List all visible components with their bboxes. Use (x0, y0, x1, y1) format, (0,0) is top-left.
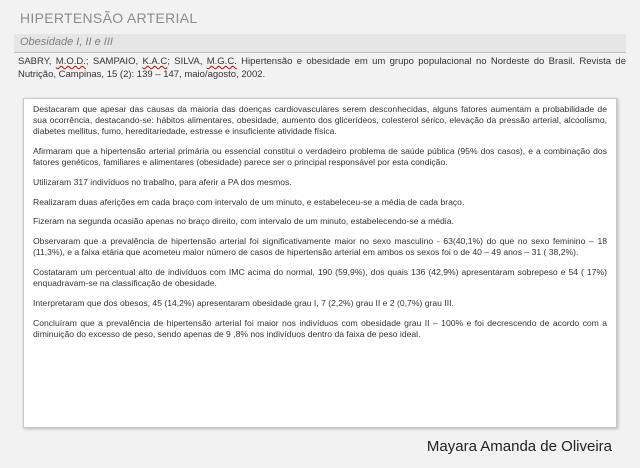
reference-text: ; SAMPAIO, (85, 56, 143, 67)
subtitle: Obesidade I, II e III (20, 36, 113, 48)
summary-paragraph: Interpretaram que dos obesos, 45 (14,2%) apresentaram obesidade grau I, 7 (2,2%) grau II e 2 (0,7%) grau III. (33, 297, 454, 308)
summary-paragraph: Costataram um percentual alto de indivíduos com IMC acima do normal, 190 (59,9%), dos quais 136 (42,9%) apresentaram sobrepeso e 54 ( 17%) enquadravam-se na classificação de obesidade. (33, 267, 607, 289)
summary-paragraph: Realizaram duas aferições em cada braço com intervalo de um minuto, e estabeleceu-se a média de cada braço. (33, 196, 465, 207)
author-name: Mayara Amanda de Oliveira (426, 438, 612, 455)
summary-paragraph: Fizeram na segunda ocasião apenas no braço direito, com intervalo de um minuto, estabelecendo-se a média. (33, 216, 454, 227)
reference-text: ; SILVA, (167, 56, 207, 67)
summary-paragraph: Observaram que a prevalência de hipertensão arterial foi significativamente maior no sexo masculino - 63(40,1%) do que no sexo feminino – 18 (11,3%), e a faixa etária que acometeu maior número de casos de hipertensão arterial em ambos os sexos foi o de 40 – 49 anos – 31 ( 38,2%). (33, 236, 607, 258)
page-title: HIPERTENSÃO ARTERIAL (20, 10, 198, 26)
bibliographic-reference (18, 55, 626, 81)
summary-paragraph: Destacaram que apesar das causas da maioria das doenças cardiovasculares serem desconhecidas, alguns fatores aumentam a probabilidade de sua ocorrência, destacando-se: hábitos alimentares, obesidade, aumento dos glicerídeos, colesterol sérico, elevação da pressão arterial, alcoolismo, diabetes mellitus, fumo, hereditariedade, estresse e insuficiente atividade física. (33, 104, 607, 137)
summary-text-box (23, 98, 617, 428)
reference-author-initials: K.A.C (142, 56, 168, 67)
summary-paragraph: Concluíram que a prevalência de hipertensão arterial foi maior nos indivíduos com obesidade grau II – 100% e foi decrescendo de acordo com a diminuição do excesso de peso, sendo apenas de 9 ,8% nos indivíduos dentro da faixa de peso ideal. (33, 317, 607, 339)
summary-paragraph: Utilizaram 317 indivíduos no trabalho, para aferir a PA dos mesmos. (33, 177, 292, 188)
reference-author-initials: M.O.D. (55, 56, 86, 67)
reference-text: SABRY, (18, 56, 56, 67)
summary-paragraph: Afirmaram que a hipertensão arterial primária ou essencial constitui o verdadeiro problema de saúde pública (95% dos casos), e a combinação dos fatores genéticos, familiares e alimentares (obesidade) parece ser o principal responsável por esta condição. (33, 146, 607, 168)
reference-author-initials: M.G.C. (206, 56, 237, 67)
subtitle-bar (14, 34, 626, 53)
reference-text: Hipertensão e obesidade em um grupo populacional no Nordeste do Brasil. Revista de Nutrição, Campinas, 15 (2): 139 – 147, maio/agosto, 2002. (18, 56, 626, 80)
